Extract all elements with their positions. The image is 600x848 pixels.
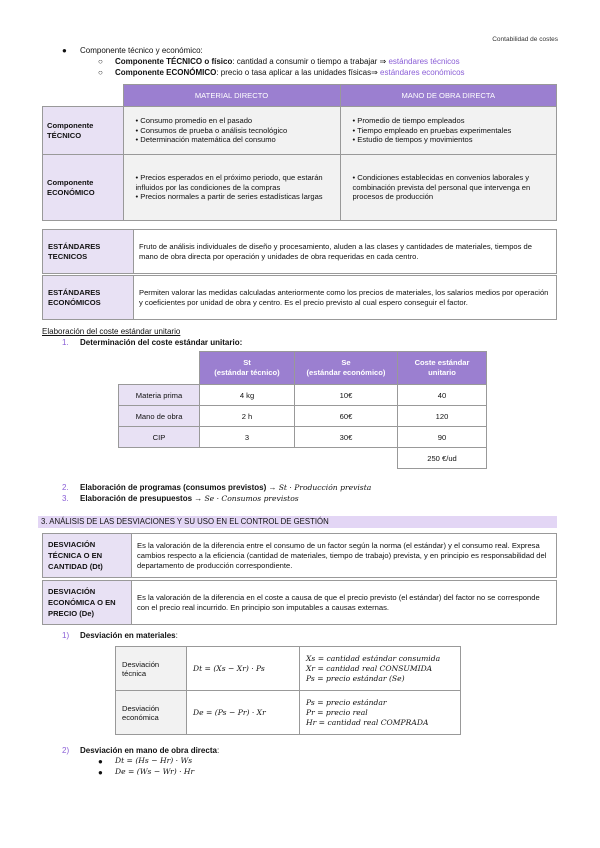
head-cost: Coste estándar unitario bbox=[398, 352, 487, 385]
labor-title: Desviación en mano de obra directa: bbox=[80, 746, 220, 755]
row-st: 3 bbox=[200, 427, 295, 448]
row-cost: 90 bbox=[398, 427, 487, 448]
step3-number: 3. bbox=[62, 494, 69, 503]
head-st: St (estándar técnico) bbox=[200, 352, 295, 385]
deviation-def-table-2 bbox=[42, 580, 557, 625]
step3-text: Elaboración de presupuestos → Se · Consumos previstos bbox=[80, 494, 299, 503]
sub-bullet: ○ bbox=[98, 57, 103, 66]
row-label: CIP bbox=[119, 427, 200, 448]
labor-number: 2) bbox=[62, 746, 70, 755]
row-tecnico-material: • Consumo promedio en el pasado • Consumos de prueba o análisis tecnológico • Determinación matemática del consumo bbox=[123, 107, 340, 155]
row-label: Mano de obra bbox=[119, 406, 200, 427]
intro-eco: Componente ECONÓMICO: precio o tasa aplicar a las unidades físicas⇒ estándares económicos bbox=[115, 68, 465, 77]
head-se: Se (estándar económico) bbox=[295, 352, 398, 385]
mat-eco-formula: De = (Ps − Pr) · Xr bbox=[187, 691, 300, 735]
row-economico-label: Componente ECONÓMICO bbox=[43, 155, 124, 221]
step2-number: 2. bbox=[62, 483, 69, 492]
document-header: Contabilidad de costes bbox=[492, 36, 558, 43]
mat-tech-legend: Xs = cantidad estándar consumida Xr = cantidad real CONSUMIDA Ps = precio estándar (Se) bbox=[300, 647, 461, 691]
labor-bullet: ● bbox=[98, 768, 103, 777]
standards-table-2 bbox=[42, 275, 557, 320]
standard-economico-label: ESTÁNDARES ECONÓMICOS bbox=[43, 276, 134, 320]
intro-main: Componente técnico y económico: bbox=[80, 46, 203, 55]
elaboration-title: Elaboración del coste estándar unitario bbox=[42, 327, 181, 336]
row-economico-labor: • Condiciones establecidas en convenios laborales y combinación prevista del personal que intervenga en procesos de producción bbox=[340, 155, 557, 221]
col-material: MATERIAL DIRECTO bbox=[123, 85, 340, 107]
col-labor: MANO DE OBRA DIRECTA bbox=[340, 85, 557, 107]
row-st: 4 kg bbox=[200, 385, 295, 406]
materials-number: 1) bbox=[62, 631, 70, 640]
row-label: Materia prima bbox=[119, 385, 200, 406]
materials-deviation-table bbox=[115, 646, 461, 735]
standards-table bbox=[42, 229, 557, 274]
step2-text: Elaboración de programas (consumos previstos) → St · Producción prevista bbox=[80, 483, 372, 492]
row-se: 60€ bbox=[295, 406, 398, 427]
row-se: 10€ bbox=[295, 385, 398, 406]
deviation-def-table bbox=[42, 533, 557, 578]
standard-tecnico-text: Fruto de análisis individuales de diseño y procesamiento, aluden a las clases y cantidades de materiales, tiempos de mano de obra directa por operación y unidades de obra requeridas en cada centro. bbox=[134, 230, 557, 274]
row-tecnico-label: Componente TÉCNICO bbox=[43, 107, 124, 155]
def-dt-text: Es la valoración de la diferencia entre el consumo de un factor según la norma (el estándar) y el consumo real. Expresa cambios respecto a la eficiencia (cantidad de materiales, tiempo de trabajo) prevista, y en principio es responsabilidad del departamento de producción correspondiente. bbox=[132, 534, 557, 578]
row-st: 2 h bbox=[200, 406, 295, 427]
mat-tech-label: Desviación técnica bbox=[116, 647, 187, 691]
labor-bullet: ● bbox=[98, 757, 103, 766]
sub-bullet: ○ bbox=[98, 68, 103, 77]
total-cost: 250 €/ud bbox=[398, 448, 487, 469]
row-economico-material: • Precios esperados en el próximo periodo, que estarán influidos por las condiciones de la compras • Precios normales a partir de series estadísticas largas bbox=[123, 155, 340, 221]
step1-number: 1. bbox=[62, 338, 69, 347]
standard-tecnico-label: ESTÁNDARES TECNICOS bbox=[43, 230, 134, 274]
standard-economico-text: Permiten valorar las medidas calculadas anteriormente como los precios de materiales, los salarios medios por operación y coeficientes por unidad de obra y centro. Es el precio previsto al cual espero conseguir el factor. bbox=[134, 276, 557, 320]
def-de-text: Es la valoración de la diferencia en el coste a causa de que el precio previsto (el estándar) del factor no se corresponde con el precio real incurrido. En principio son imputables a causas externas. bbox=[132, 581, 557, 625]
section3-title: 3. ANÁLISIS DE LAS DESVIACIONES Y SU USO EN EL CONTROL DE GESTIÓN bbox=[38, 516, 557, 528]
intro-bullet: ● bbox=[62, 46, 67, 55]
row-cost: 40 bbox=[398, 385, 487, 406]
mat-eco-label: Desviación económica bbox=[116, 691, 187, 735]
intro-tech: Componente TÉCNICO o físico: cantidad a consumir o tiempo a trabajar ⇒ estándares técnicos bbox=[115, 57, 460, 66]
row-tecnico-labor: • Promedio de tiempo empleados • Tiempo empleado en pruebas experimentales • Estudio de tiempos y movimientos bbox=[340, 107, 557, 155]
row-se: 30€ bbox=[295, 427, 398, 448]
labor-formula-dt: Dt = (Hs − Hr) · Ws bbox=[115, 756, 193, 765]
def-de-label: DESVIACIÓN ECONÓMICA O EN PRECIO (De) bbox=[43, 581, 132, 625]
mat-tech-formula: Dt = (Xs − Xr) · Ps bbox=[187, 647, 300, 691]
def-dt-label: DESVIACIÓN TÉCNICA O EN CANTIDAD (Dt) bbox=[43, 534, 132, 578]
step1-text: Determinación del coste estándar unitario: bbox=[80, 338, 243, 347]
materials-title: Desviación en materiales: bbox=[80, 631, 178, 640]
components-table bbox=[42, 84, 557, 221]
standard-cost-table bbox=[118, 351, 487, 469]
mat-eco-legend: Ps = precio estándar Pr = precio real Hr = cantidad real COMPRADA bbox=[300, 691, 461, 735]
labor-formula-de: De = (Ws − Wr) · Hr bbox=[115, 767, 195, 776]
row-cost: 120 bbox=[398, 406, 487, 427]
